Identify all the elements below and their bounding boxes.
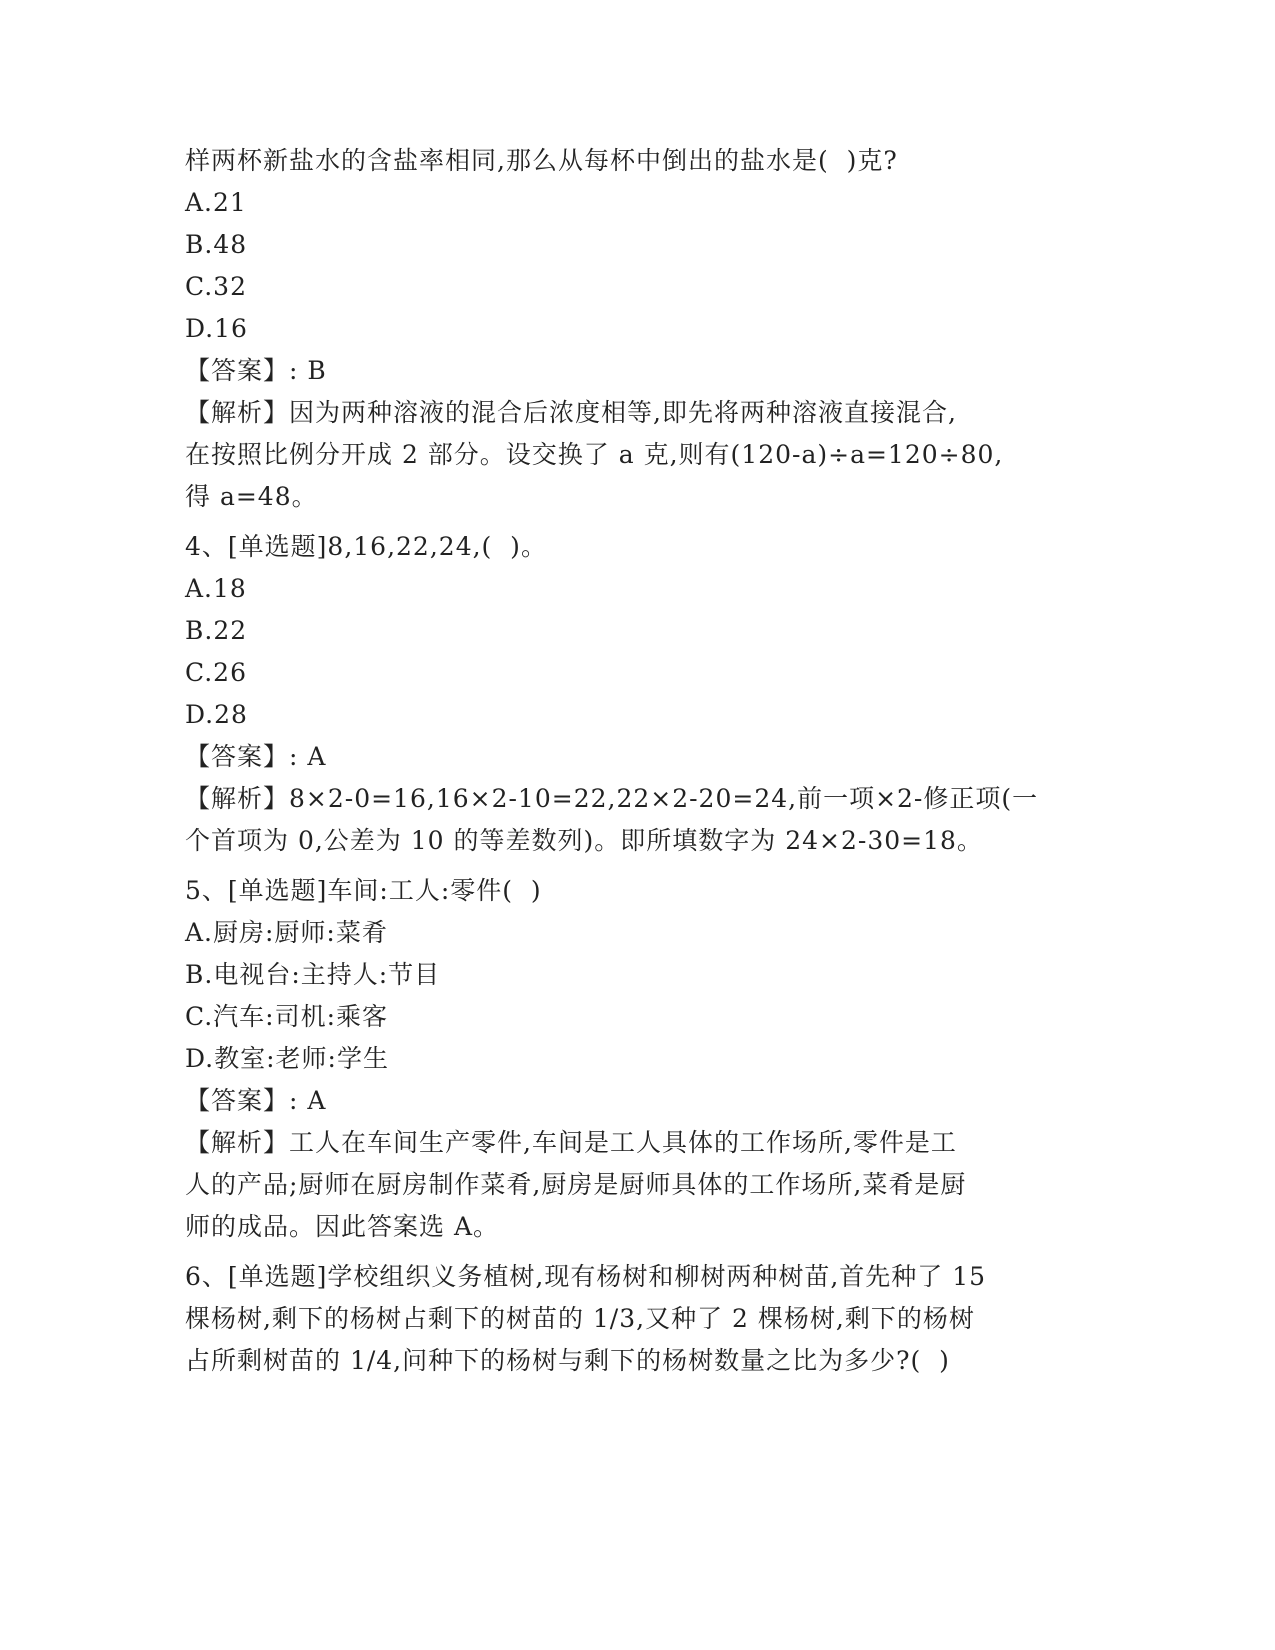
- analysis-line: 得 a=48。: [185, 482, 318, 511]
- answer-line: 【答案】: A: [185, 742, 327, 771]
- option-d: D.16: [185, 314, 248, 343]
- option-a: A.21: [185, 188, 247, 217]
- question-stem: 样两杯新盐水的含盐率相同,那么从每杯中倒出的盐水是( )克?: [185, 146, 898, 175]
- question-stem: 5、[单选题]车间:工人:零件( ): [185, 876, 542, 905]
- option-a: A.18: [185, 574, 247, 603]
- option-c: C.32: [185, 272, 247, 301]
- analysis-line: 在按照比例分开成 2 部分。设交换了 a 克,则有(120-a)÷a=120÷80,: [185, 440, 1004, 469]
- answer-line: 【答案】: B: [185, 356, 327, 385]
- option-d: D.28: [185, 700, 248, 729]
- question-stem: 4、[单选题]8,16,22,24,( )。: [185, 532, 547, 561]
- analysis-line: 人的产品;厨师在厨房制作菜肴,厨房是厨师具体的工作场所,菜肴是厨: [185, 1170, 967, 1199]
- option-a: A.厨房:厨师:菜肴: [185, 918, 388, 947]
- question-6: [185, 1256, 1085, 1382]
- option-b: B.48: [185, 230, 248, 259]
- spacer: [185, 1248, 1085, 1256]
- option-d: D.教室:老师:学生: [185, 1044, 389, 1073]
- analysis-line: 【解析】工人在车间生产零件,车间是工人具体的工作场所,零件是工: [185, 1128, 957, 1157]
- analysis-line: 【解析】8×2-0=16,16×2-10=22,22×2-20=24,前一项×2-修正项(一: [185, 784, 1039, 813]
- analysis-line: 个首项为 0,公差为 10 的等差数列)。即所填数字为 24×2-30=18。: [185, 826, 983, 855]
- question-stem: 占所剩树苗的 1/4,问种下的杨树与剩下的杨树数量之比为多少?( ): [185, 1346, 950, 1375]
- question-3: [185, 140, 1085, 518]
- option-c: C.26: [185, 658, 247, 687]
- question-4: [185, 526, 1085, 862]
- option-b: B.电视台:主持人:节目: [185, 960, 441, 989]
- question-stem: 棵杨树,剩下的杨树占剩下的树苗的 1/3,又种了 2 棵杨树,剩下的杨树: [185, 1304, 975, 1333]
- option-c: C.汽车:司机:乘客: [185, 1002, 389, 1031]
- analysis-line: 【解析】因为两种溶液的混合后浓度相等,即先将两种溶液直接混合,: [185, 398, 957, 427]
- spacer: [185, 862, 1085, 870]
- spacer: [185, 518, 1085, 526]
- option-b: B.22: [185, 616, 248, 645]
- answer-line: 【答案】: A: [185, 1086, 327, 1115]
- document-page: [185, 140, 1085, 1382]
- analysis-line: 师的成品。因此答案选 A。: [185, 1212, 500, 1241]
- question-stem: 6、[单选题]学校组织义务植树,现有杨树和柳树两种树苗,首先种了 15: [185, 1262, 987, 1291]
- question-5: [185, 870, 1085, 1248]
